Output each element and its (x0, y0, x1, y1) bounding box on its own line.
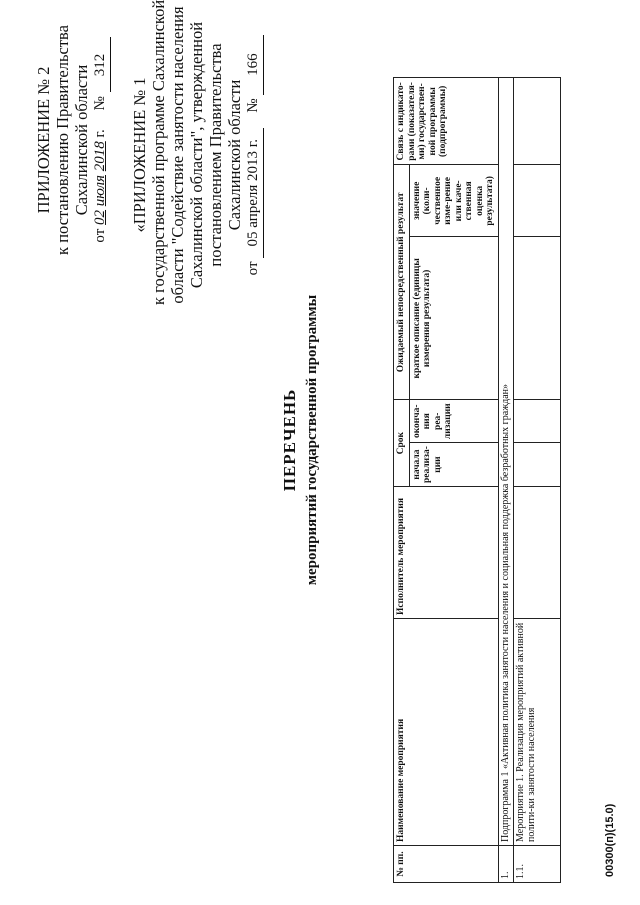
row-executor-cell (514, 487, 561, 619)
appendix-2-signature-row (91, 15, 111, 265)
table-row (498, 78, 514, 883)
title-block (280, 205, 321, 675)
table-row (514, 78, 561, 883)
appendix-2-line-2: Сахалинской области (72, 64, 91, 216)
appendix-2-line-1: к постановлению Правительства (53, 25, 72, 255)
measures-table (393, 77, 561, 883)
row-num: 1.1. (514, 846, 561, 883)
appendix-1-line-5: Сахалинской области (225, 79, 244, 231)
appendix-2-title: ПРИЛОЖЕНИЕ № 2 (34, 66, 53, 214)
row-link-cell (514, 78, 561, 165)
measures-table-wrapper (393, 77, 561, 883)
appendix-2-block (34, 15, 111, 265)
row-subprogram-text: Подпрограмма 1 «Активная политика занятости населения и социальная поддержка безработных граждан» (498, 78, 514, 846)
row-start-cell (514, 443, 561, 487)
appendix-1-number: 166 (244, 35, 264, 95)
page-subtitle: мероприятий государственной программы (304, 294, 320, 586)
header-term-end: оконча-ния реа-лизации (409, 400, 498, 443)
appendix-1-from-label: от (245, 261, 261, 276)
appendix-1-line-3: Сахалинской области", утвержденной (187, 21, 206, 289)
header-executor: Исполнитель мероприятия (394, 487, 499, 619)
row-value-cell (514, 165, 561, 237)
appendix-2-date-day: 02 (92, 209, 108, 225)
header-link: Связь с индикато-рами (показателя-ми) государствен-ной программы (подпрограммы) (394, 78, 499, 165)
appendix-2-date-month: июля (92, 174, 108, 207)
appendix-2-number-label: № (92, 96, 108, 111)
row-end-cell (514, 400, 561, 443)
row-measure-text: Мероприятие 1. Реализация мероприятий активной полити-ки занятости населения (514, 619, 561, 846)
appendix-2-year-suffix: г. (92, 129, 108, 138)
appendix-1-block (130, 0, 264, 305)
header-name: Наименование мероприятия (394, 619, 499, 846)
appendix-1-signature-row (244, 5, 264, 305)
appendix-1-title: «ПРИЛОЖЕНИЕ № 1 (130, 77, 149, 233)
header-num: № пп. (394, 846, 499, 883)
header-expected-desc: краткое описание (единицы измерения результата) (409, 237, 498, 400)
appendix-2-from-label: от (92, 228, 108, 243)
appendix-1-line-1: к государственной программе Сахалинской (149, 0, 168, 305)
appendix-1-line-4: постановлением Правительства (206, 43, 225, 267)
appendix-2-date-year: 2018 (92, 141, 108, 172)
table-header-row (394, 78, 410, 883)
row-num: 1. (498, 846, 514, 883)
appendix-1-number-label: № (245, 98, 261, 113)
appendix-2-number: 312 (91, 37, 111, 92)
header-expected-value: значение (коли-чественное изме-рение или каче-ственная оценка результата) (409, 165, 498, 237)
row-desc-cell (514, 237, 561, 400)
page-title: ПЕРЕЧЕНЬ (280, 388, 299, 492)
appendix-1-line-2: области "Содействие занятости населения (168, 6, 187, 304)
header-term: Срок (394, 400, 410, 487)
header-expected: Ожидаемый непосредственный результат (394, 165, 410, 400)
appendix-1-date: 05 апреля 2013 г. (244, 128, 264, 258)
footer-document-code: 00300(п)(15.0) (604, 803, 616, 877)
header-term-start: начала реализа-ции (409, 443, 498, 487)
